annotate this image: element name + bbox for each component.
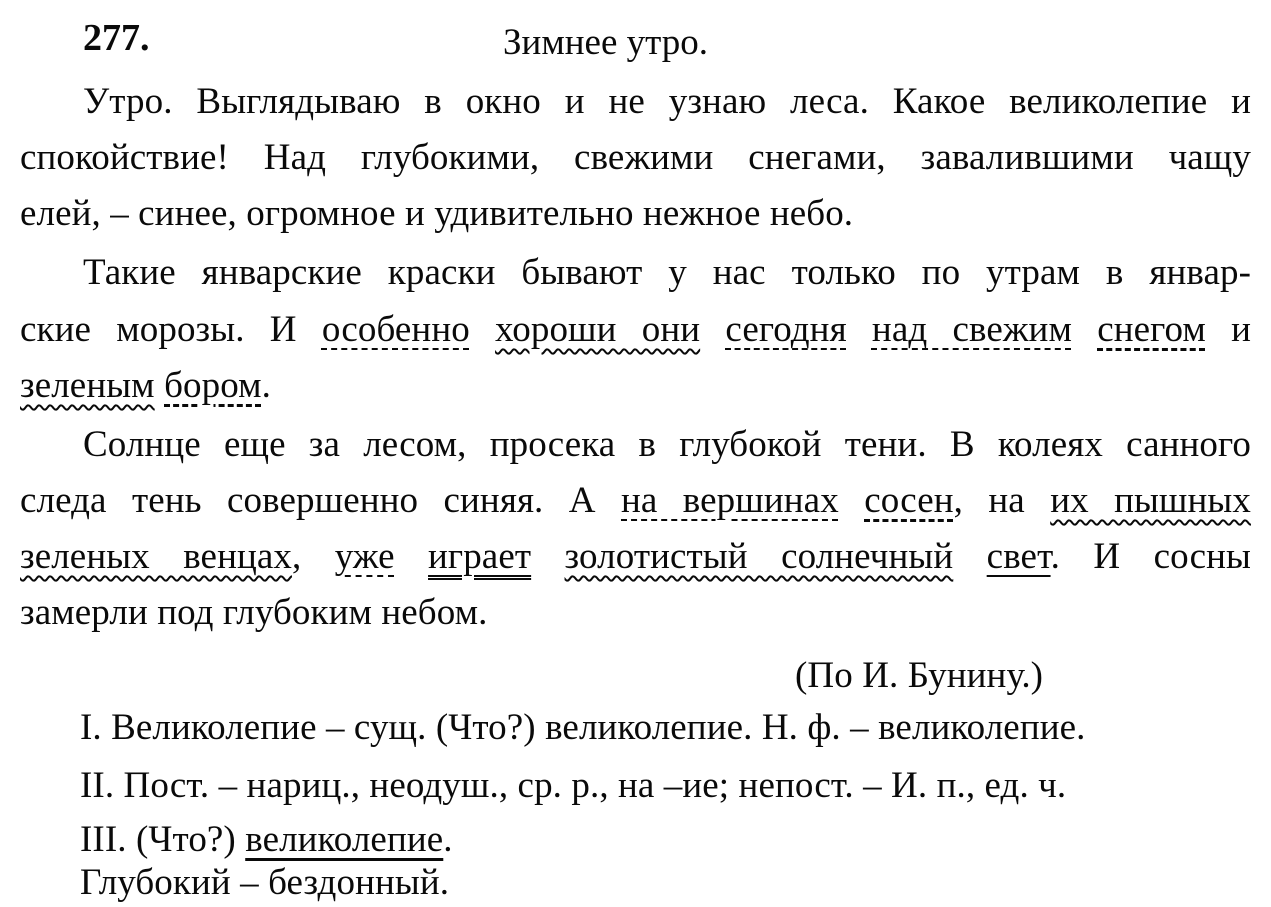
text-segment: III. (Что?)	[80, 819, 246, 860]
adverbial-underlined-phrase: на вершинах	[621, 480, 839, 521]
text-segment: , на	[953, 480, 1051, 521]
attribute-underlined-phrase: золотистый солнечный	[564, 536, 954, 577]
subject-underlined-word: великолепие	[245, 819, 444, 860]
text-segment: и	[1205, 309, 1252, 350]
paragraph-1-line-3: елей, – синее, огромное и удивительно нежное небо.	[20, 193, 854, 234]
text-segment: .	[443, 819, 453, 860]
exercise-title: Зимнее утро.	[503, 22, 709, 63]
paragraph-1-line-1: Утро. Выглядываю в окно и не узнаю леса. Какое великолепие и	[83, 81, 1251, 122]
adverbial-underlined-word: сегодня	[725, 309, 847, 350]
attribution: (По И. Бунину.)	[795, 655, 1044, 696]
object-underlined-word: сосен	[864, 480, 954, 521]
paragraph-1-line-2: спокойствие! Над глубокими, свежими снегами, завалившими чащу	[20, 137, 1251, 178]
text-segment: .	[261, 365, 271, 406]
paragraph-2-line-1: Такие январские краски бывают у нас только по утрам в январ-	[83, 252, 1251, 293]
paragraph-2-line-2	[20, 308, 1251, 352]
analysis-line-1: I. Великолепие – сущ. (Что?) великолепие. Н. ф. – великолепие.	[80, 707, 1086, 748]
analysis-line-3	[80, 818, 453, 862]
adverbial-underlined-phrase: над свежим	[871, 309, 1072, 350]
adverbial-underlined-word: уже	[334, 536, 395, 577]
text-segment: ,	[292, 536, 335, 577]
paragraph-3-line-1: Солнце еще за лесом, просека в глубокой тени. В колеях санного	[83, 424, 1251, 465]
paragraph-3-line-4: замерли под глубоким небом.	[20, 592, 488, 633]
paragraph-3-line-2	[20, 479, 1251, 523]
attribute-underlined-phrase: их пышных	[1050, 480, 1251, 521]
analysis-line-4: Глубокий – бездонный.	[80, 862, 450, 903]
predicate-underlined-phrase: хороши они	[495, 309, 701, 350]
text-segment: следа тень совершенно синяя. А	[20, 480, 621, 521]
adverbial-underlined-word: особенно	[321, 309, 470, 350]
object-underlined-word: бором	[164, 365, 262, 406]
attribute-underlined-phrase: зеленых венцах	[20, 536, 293, 577]
attribute-underlined-word: зеленым	[20, 365, 155, 406]
object-underlined-word: снегом	[1097, 309, 1206, 350]
text-segment: . И сосны	[1050, 536, 1251, 577]
predicate-underlined-word: играет	[428, 536, 532, 577]
analysis-line-2: II. Пост. – нариц., неодуш., ср. р., на –ие; непост. – И. п., ед. ч.	[80, 765, 1067, 806]
subject-underlined-word: свет	[986, 536, 1051, 577]
paragraph-3-line-3	[20, 535, 1251, 579]
paragraph-2-line-3	[20, 364, 271, 408]
text-segment: ские морозы. И	[20, 309, 322, 350]
exercise-number: 277.	[83, 17, 150, 59]
